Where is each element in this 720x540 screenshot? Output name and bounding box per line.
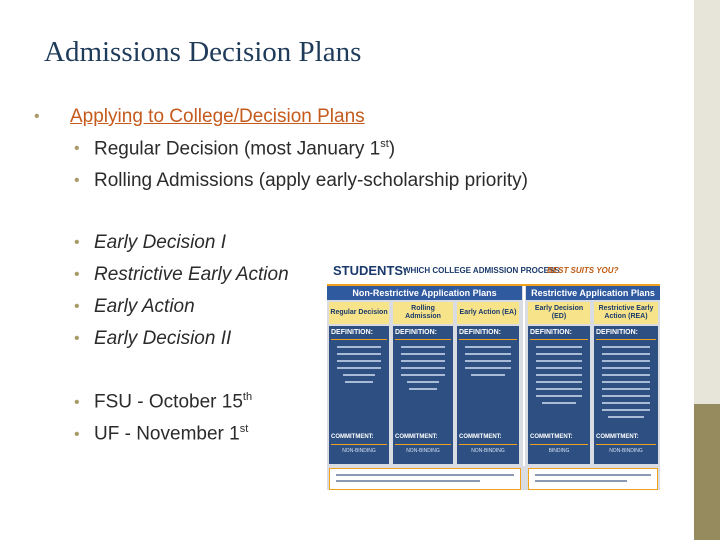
band-non-restrictive: Non-Restrictive Application Plans xyxy=(327,286,522,300)
infographic-header xyxy=(327,258,660,286)
infographic-heading-sub: WHICH COLLEGE ADMISSION PROCESS xyxy=(403,266,560,275)
column-commitment-label: COMMITMENT: xyxy=(395,434,451,445)
bullet-icon: • xyxy=(74,172,80,189)
column-header-rolling: Rolling Admission xyxy=(393,302,453,324)
column-commitment-value: BINDING xyxy=(548,448,570,454)
bullet-fsu xyxy=(94,391,252,413)
column-header-restrictive-early-action: Restrictive Early Action (REA) xyxy=(594,302,658,324)
decorative-strip-top xyxy=(694,0,720,404)
bullet-uf xyxy=(94,423,248,445)
bullet-plan-2: Restrictive Early Action xyxy=(94,264,289,285)
infographic-heading-main: STUDENTS: xyxy=(333,263,408,278)
column-definition-label: DEFINITION: xyxy=(459,329,517,340)
column-header-regular: Regular Decision xyxy=(329,302,389,324)
decorative-strip-bottom xyxy=(694,404,720,540)
footer-note-restrictive xyxy=(528,468,658,490)
column-header-early-action: Early Action (EA) xyxy=(457,302,519,324)
column-commitment-value: NON-BINDING xyxy=(342,448,376,454)
slide-title: Admissions Decision Plans xyxy=(44,36,362,68)
bullet-plan-1: Early Decision I xyxy=(94,232,226,253)
column-restrictive-early-action xyxy=(594,326,658,464)
bullet-icon: • xyxy=(74,426,80,443)
column-commitment-value: NON-BINDING xyxy=(609,448,643,454)
bullet-regular-text: Regular Decision (most January 1 xyxy=(94,138,381,160)
bullet-icon: • xyxy=(74,330,80,347)
bullet-regular-decision xyxy=(94,138,395,160)
bullet-icon: • xyxy=(74,140,80,157)
column-commitment-label: COMMITMENT: xyxy=(596,434,656,445)
column-commitment-label: COMMITMENT: xyxy=(459,434,517,445)
bullet-uf-text: UF - November 1 xyxy=(94,423,240,445)
bullet-plan-4: Early Decision II xyxy=(94,328,232,349)
column-definition-label: DEFINITION: xyxy=(530,329,588,340)
bullet-icon: • xyxy=(74,298,80,315)
column-definition-label: DEFINITION: xyxy=(395,329,451,340)
column-commitment-value: NON-BINDING xyxy=(471,448,505,454)
bullet-fsu-text: FSU - October 15 xyxy=(94,391,243,413)
bullet-plan-3: Early Action xyxy=(94,296,195,317)
bullet-fsu-sup: th xyxy=(242,391,253,403)
column-commitment-label: COMMITMENT: xyxy=(530,434,588,445)
bullet-uf-sup: st xyxy=(239,423,249,435)
bullet-icon: • xyxy=(74,394,80,411)
column-early-decision xyxy=(528,326,590,464)
band-restrictive: Restrictive Application Plans xyxy=(526,286,660,300)
infographic-heading-emph: BEST SUITS YOU? xyxy=(547,266,619,275)
link-applying-to-college[interactable]: Applying to College/Decision Plans xyxy=(70,106,365,127)
column-definition-label: DEFINITION: xyxy=(331,329,387,340)
plan-divider xyxy=(523,286,525,466)
bullet-icon: • xyxy=(34,108,40,125)
bullet-rolling-admissions: Rolling Admissions (apply early-scholarship priority) xyxy=(94,170,528,191)
column-definition-label: DEFINITION: xyxy=(596,329,656,340)
column-commitment-value: NON-BINDING xyxy=(406,448,440,454)
bullet-icon: • xyxy=(74,234,80,251)
bullet-regular-tail: ) xyxy=(388,138,396,160)
bullet-icon: • xyxy=(74,266,80,283)
footer-note-non-restrictive xyxy=(329,468,521,490)
column-early-action xyxy=(457,326,519,464)
admission-process-infographic xyxy=(327,258,660,490)
column-header-early-decision: Early Decision (ED) xyxy=(528,302,590,324)
bullet-regular-sup: st xyxy=(380,138,389,150)
column-rolling xyxy=(393,326,453,464)
column-regular xyxy=(329,326,389,464)
column-commitment-label: COMMITMENT: xyxy=(331,434,387,445)
